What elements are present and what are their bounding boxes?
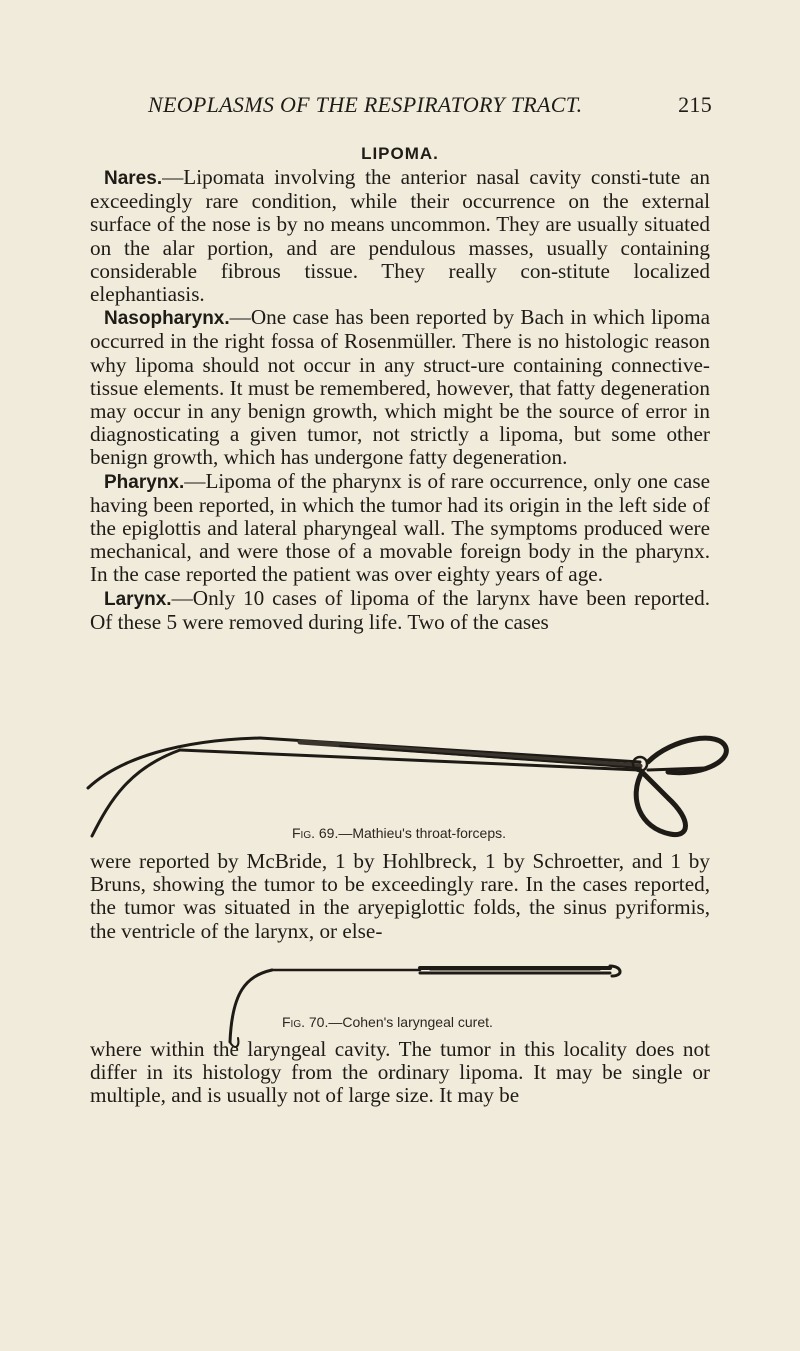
paragraph-text: —Only 10 cases of lipoma of the larynx have been reported. Of these 5 were removed during life. Two of the cases — [90, 585, 710, 634]
paragraph-larynx — [90, 587, 710, 634]
paragraph-text: —Lipoma of the pharynx is of rare occurrence, only one case having been reported, in which the tumor had its origin in the left side of the epiglottis and lateral pharyngeal wall. The symptoms produced were mechanical, and were those of a movable foreign body in the pharynx. In the case reported the patient was over eighty years of age. — [90, 468, 710, 587]
paragraph-continuation: where within the laryngeal cavity. The tumor in this locality does not differ in its histology from the ordinary lipoma. It may be single or multiple, and is usually not of large size. It may be — [90, 1037, 710, 1108]
running-title: NEOPLASMS OF THE RESPIRATORY TRACT. — [148, 92, 583, 117]
runin-heading: Larynx. — [104, 588, 172, 610]
body-text-bottom — [90, 1038, 710, 1108]
paragraph-nares — [90, 166, 710, 306]
runin-heading: Nasopharynx. — [104, 308, 230, 330]
paragraph-pharynx — [90, 470, 710, 587]
paragraph-text: —One case has been reported by Bach in which lipoma occurred in the right fossa of Rosenmüller. There is no histologic reason why lipoma should not occur in any struct-ure containing connective-tissue elements. It must be remembered, however, that fatty degeneration may occur in any benign growth, which might be the source of error in diagnosticating a given tumor, not strictly a lipoma, but some other benign growth, which has undergone fatty degeneration. — [90, 305, 710, 470]
page-number: 215 — [678, 92, 712, 117]
figure-caption-text: —Cohen's laryngeal curet. — [328, 1014, 493, 1030]
paragraph-continuation: were reported by McBride, 1 by Hohlbreck, 1 by Schroetter, and 1 by Bruns, showing the tumor to be exceedingly rare. In the cases reported, the tumor was situated in the aryepiglottic folds, the sinus pyriformis, the ventricle of the larynx, or else- — [90, 849, 710, 943]
body-text-top — [90, 166, 710, 634]
paragraph-text: —Lipomata involving the anterior nasal cavity consti-tute an exceedingly rare condition, while their occurrence on the external surface of the nose is by no means uncommon. They are usually situated on the alar portion, and are pendulous masses, usually containing considerable fibrous tissue. They really con-stitute localized elephantiasis. — [90, 165, 710, 307]
figure-70-caption — [282, 1014, 493, 1030]
figure-label: Fig. 69. — [292, 825, 339, 841]
figure-caption-text: —Mathieu's throat-forceps. — [338, 825, 506, 841]
section-title: LIPOMA. — [361, 144, 439, 163]
figure-label: Fig. 70. — [282, 1014, 329, 1030]
figure-69-caption — [292, 825, 506, 841]
runin-heading: Nares. — [104, 168, 163, 189]
body-text-middle — [90, 850, 710, 943]
paragraph-nasopharynx — [90, 306, 710, 469]
throat-forceps-illustration — [0, 728, 800, 838]
runin-heading: Pharynx. — [104, 471, 185, 493]
